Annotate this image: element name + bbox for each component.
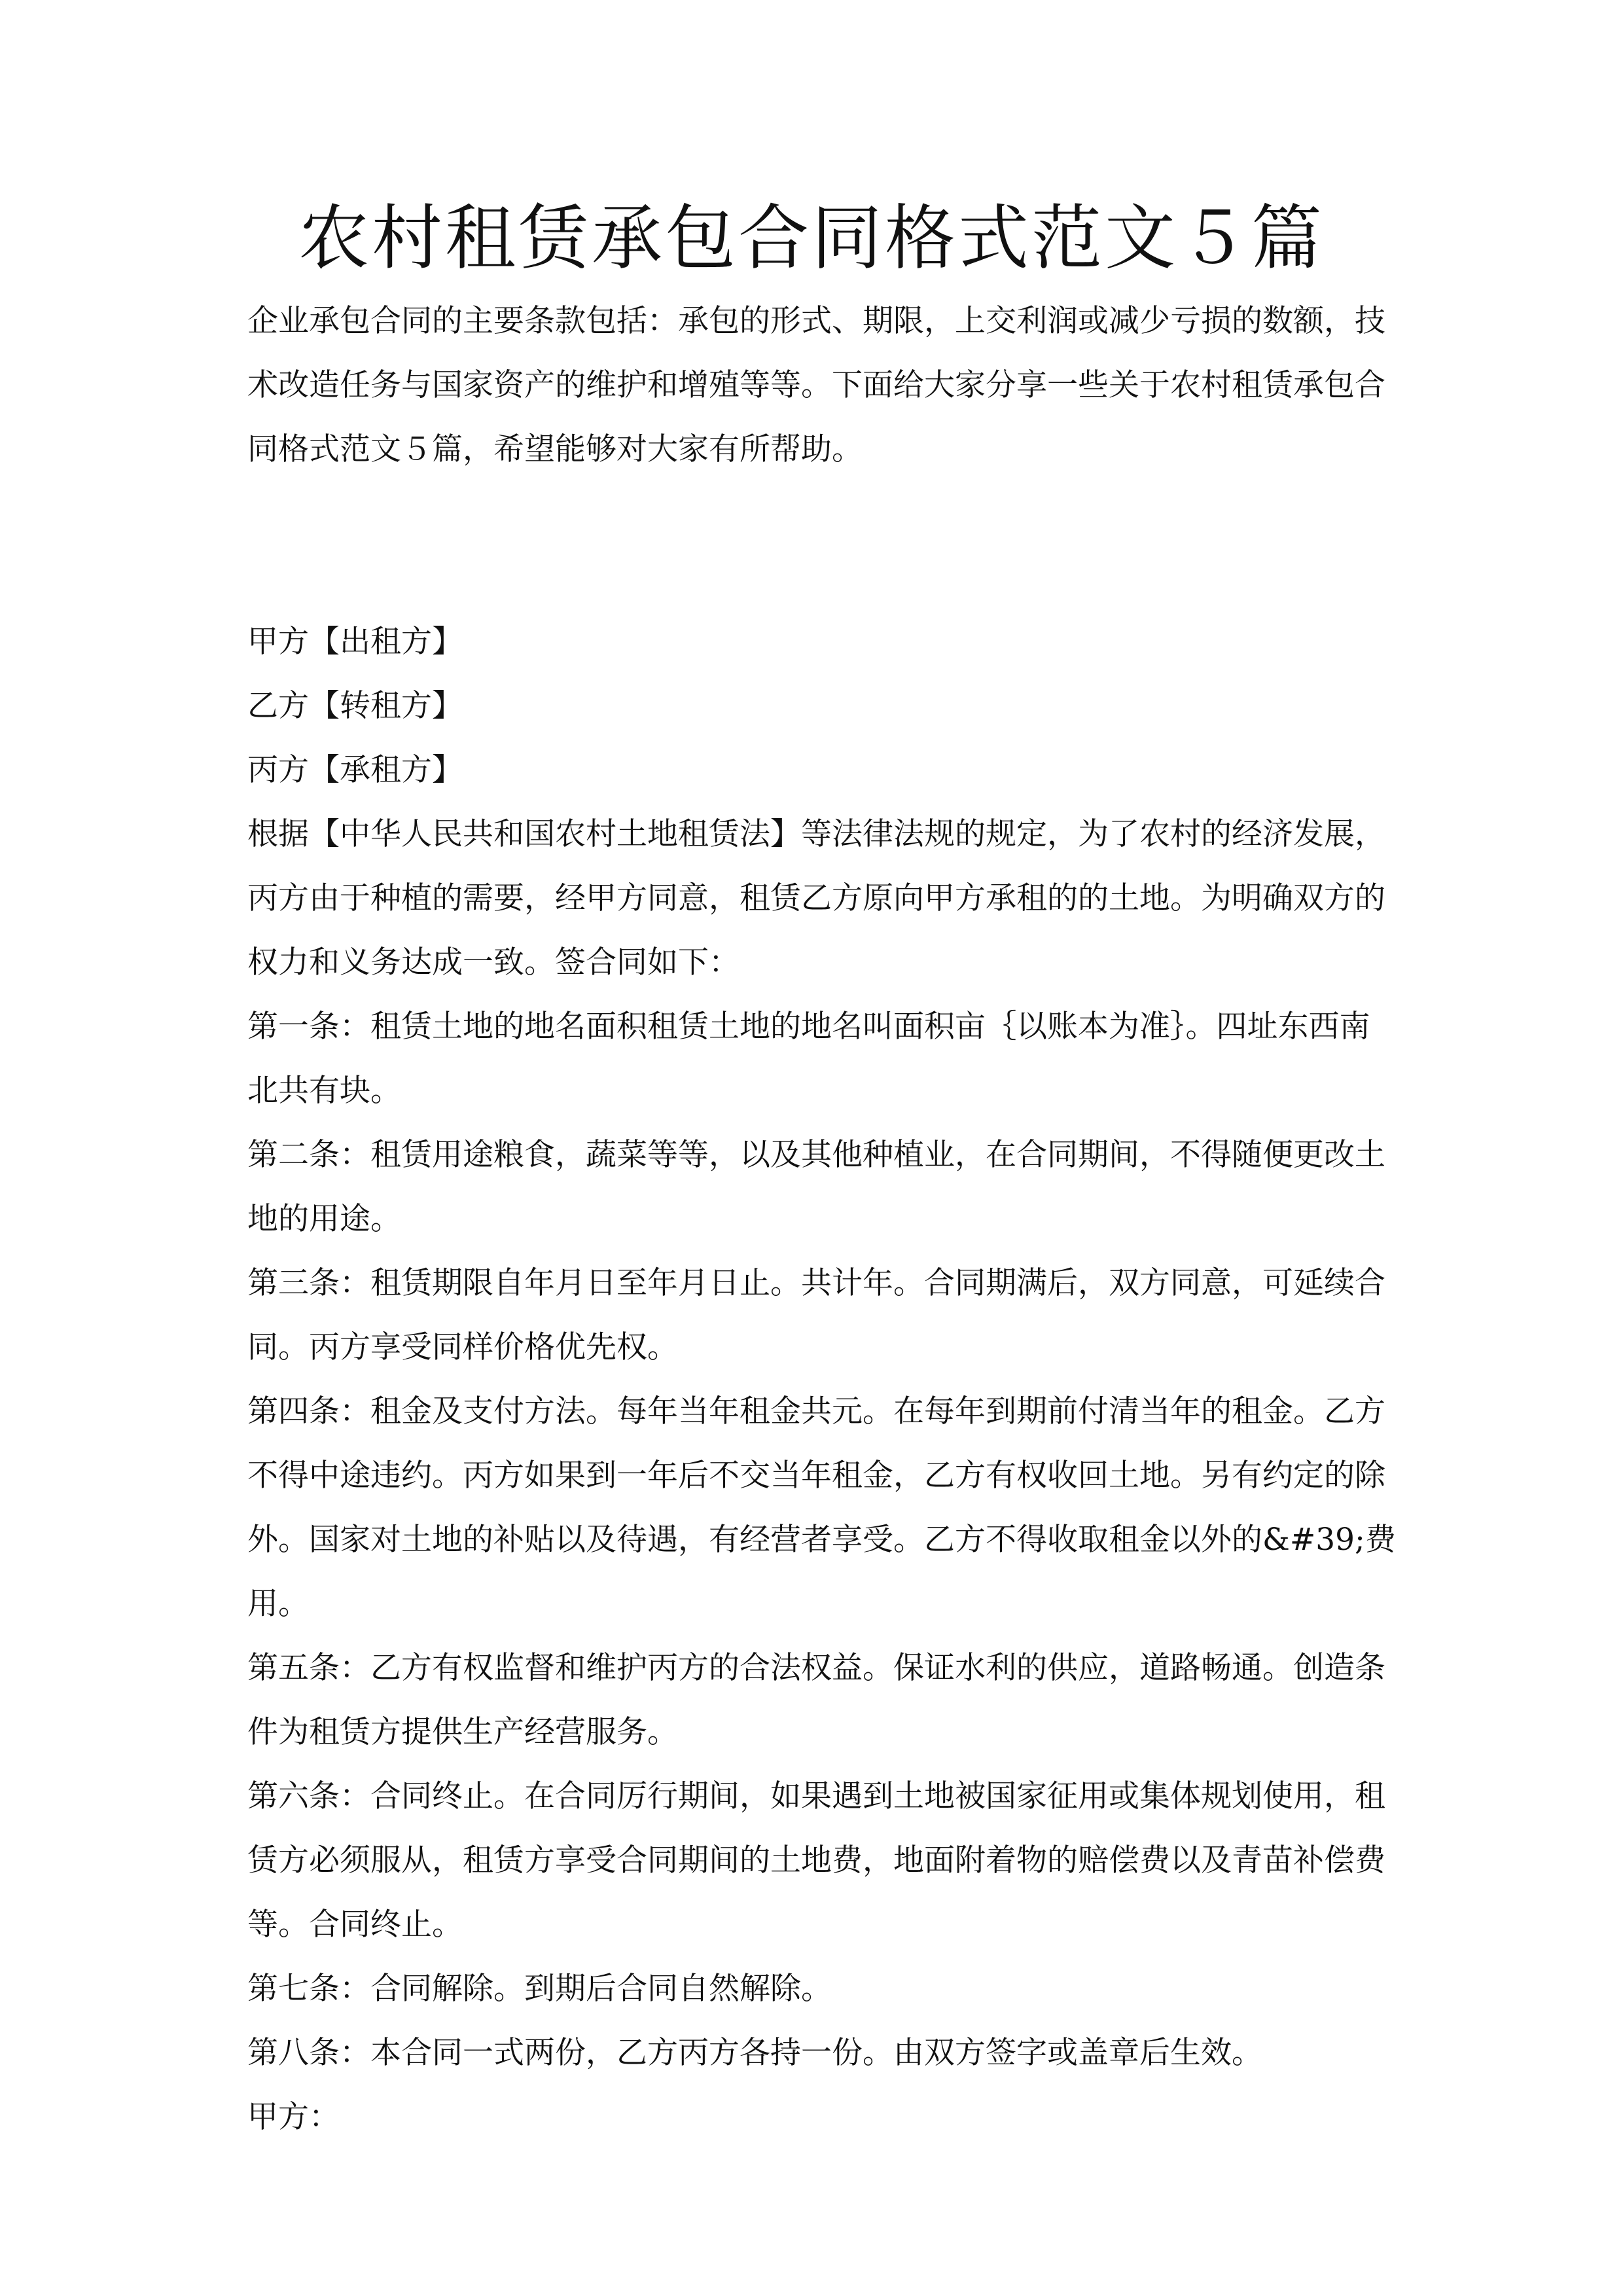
- preamble-paragraph: 根据【中华人民共和国农村土地租赁法】等法律法规的规定，为了农村的经济发展，丙方由于种植的需要，经甲方同意，租赁乙方原向甲方承租的的土地。为明确双方的权力和义务达成一致。签合同如下：: [247, 816, 1385, 980]
- paragraph-gap: [247, 482, 1399, 610]
- article-7: 第七条：合同解除。到期后合同自然解除。: [247, 1971, 832, 2007]
- article-1: 第一条：租赁土地的地名面积租赁土地的地名叫面积亩｛以账本为准｝。四址东西南北共有块。: [247, 1009, 1370, 1109]
- article-8: 第八条：本合同一式两份，乙方丙方各持一份。由双方签字或盖章后生效。: [247, 2035, 1262, 2071]
- article-6: 第六条：合同终止。在合同厉行期间，如果遇到土地被国家征用或集体规划使用，租赁方必须服从，租赁方享受合同期间的土地费，地面附着物的赔偿费以及青苗补偿费等。合同终止。: [247, 1778, 1385, 1943]
- article-4: 第四条：租金及支付方法。每年当年租金共元。在每年到期前付清当年的租金。乙方不得中途违约。丙方如果到一年后不交当年租金，乙方有权收回土地。另有约定的除外。国家对土地的补贴以及待遇，有经营者享受。乙方不得收取租金以外的&#39;费用。: [247, 1393, 1396, 1622]
- signature-label-party-a: 甲方：: [247, 2099, 340, 2135]
- party-b-line: 乙方【转租方】: [247, 688, 463, 724]
- intro-paragraph: 企业承包合同的主要条款包括：承包的形式、期限，上交利润或减少亏损的数额，技术改造任务与国家资产的维护和增殖等等。下面给大家分享一些关于农村租赁承包合同格式范文５篇，希望能够对大家有所帮助。: [247, 303, 1385, 467]
- article-2: 第二条：租赁用途粮食，蔬菜等等，以及其他种植业，在合同期间，不得随便更改土地的用途。: [247, 1137, 1385, 1237]
- document-body: [247, 289, 1399, 2149]
- article-5: 第五条：乙方有权监督和维护丙方的合法权益。保证水利的供应，道路畅通。创造条件为租赁方提供生产经营服务。: [247, 1650, 1385, 1750]
- party-a-line: 甲方【出租方】: [247, 624, 463, 660]
- article-3: 第三条：租赁期限自年月日至年月日止。共计年。合同期满后，双方同意，可延续合同。丙方享受同样价格优先权。: [247, 1265, 1385, 1365]
- document-title: 农村租赁承包合同格式范文５篇: [298, 198, 1325, 279]
- party-c-line: 丙方【承租方】: [247, 752, 463, 788]
